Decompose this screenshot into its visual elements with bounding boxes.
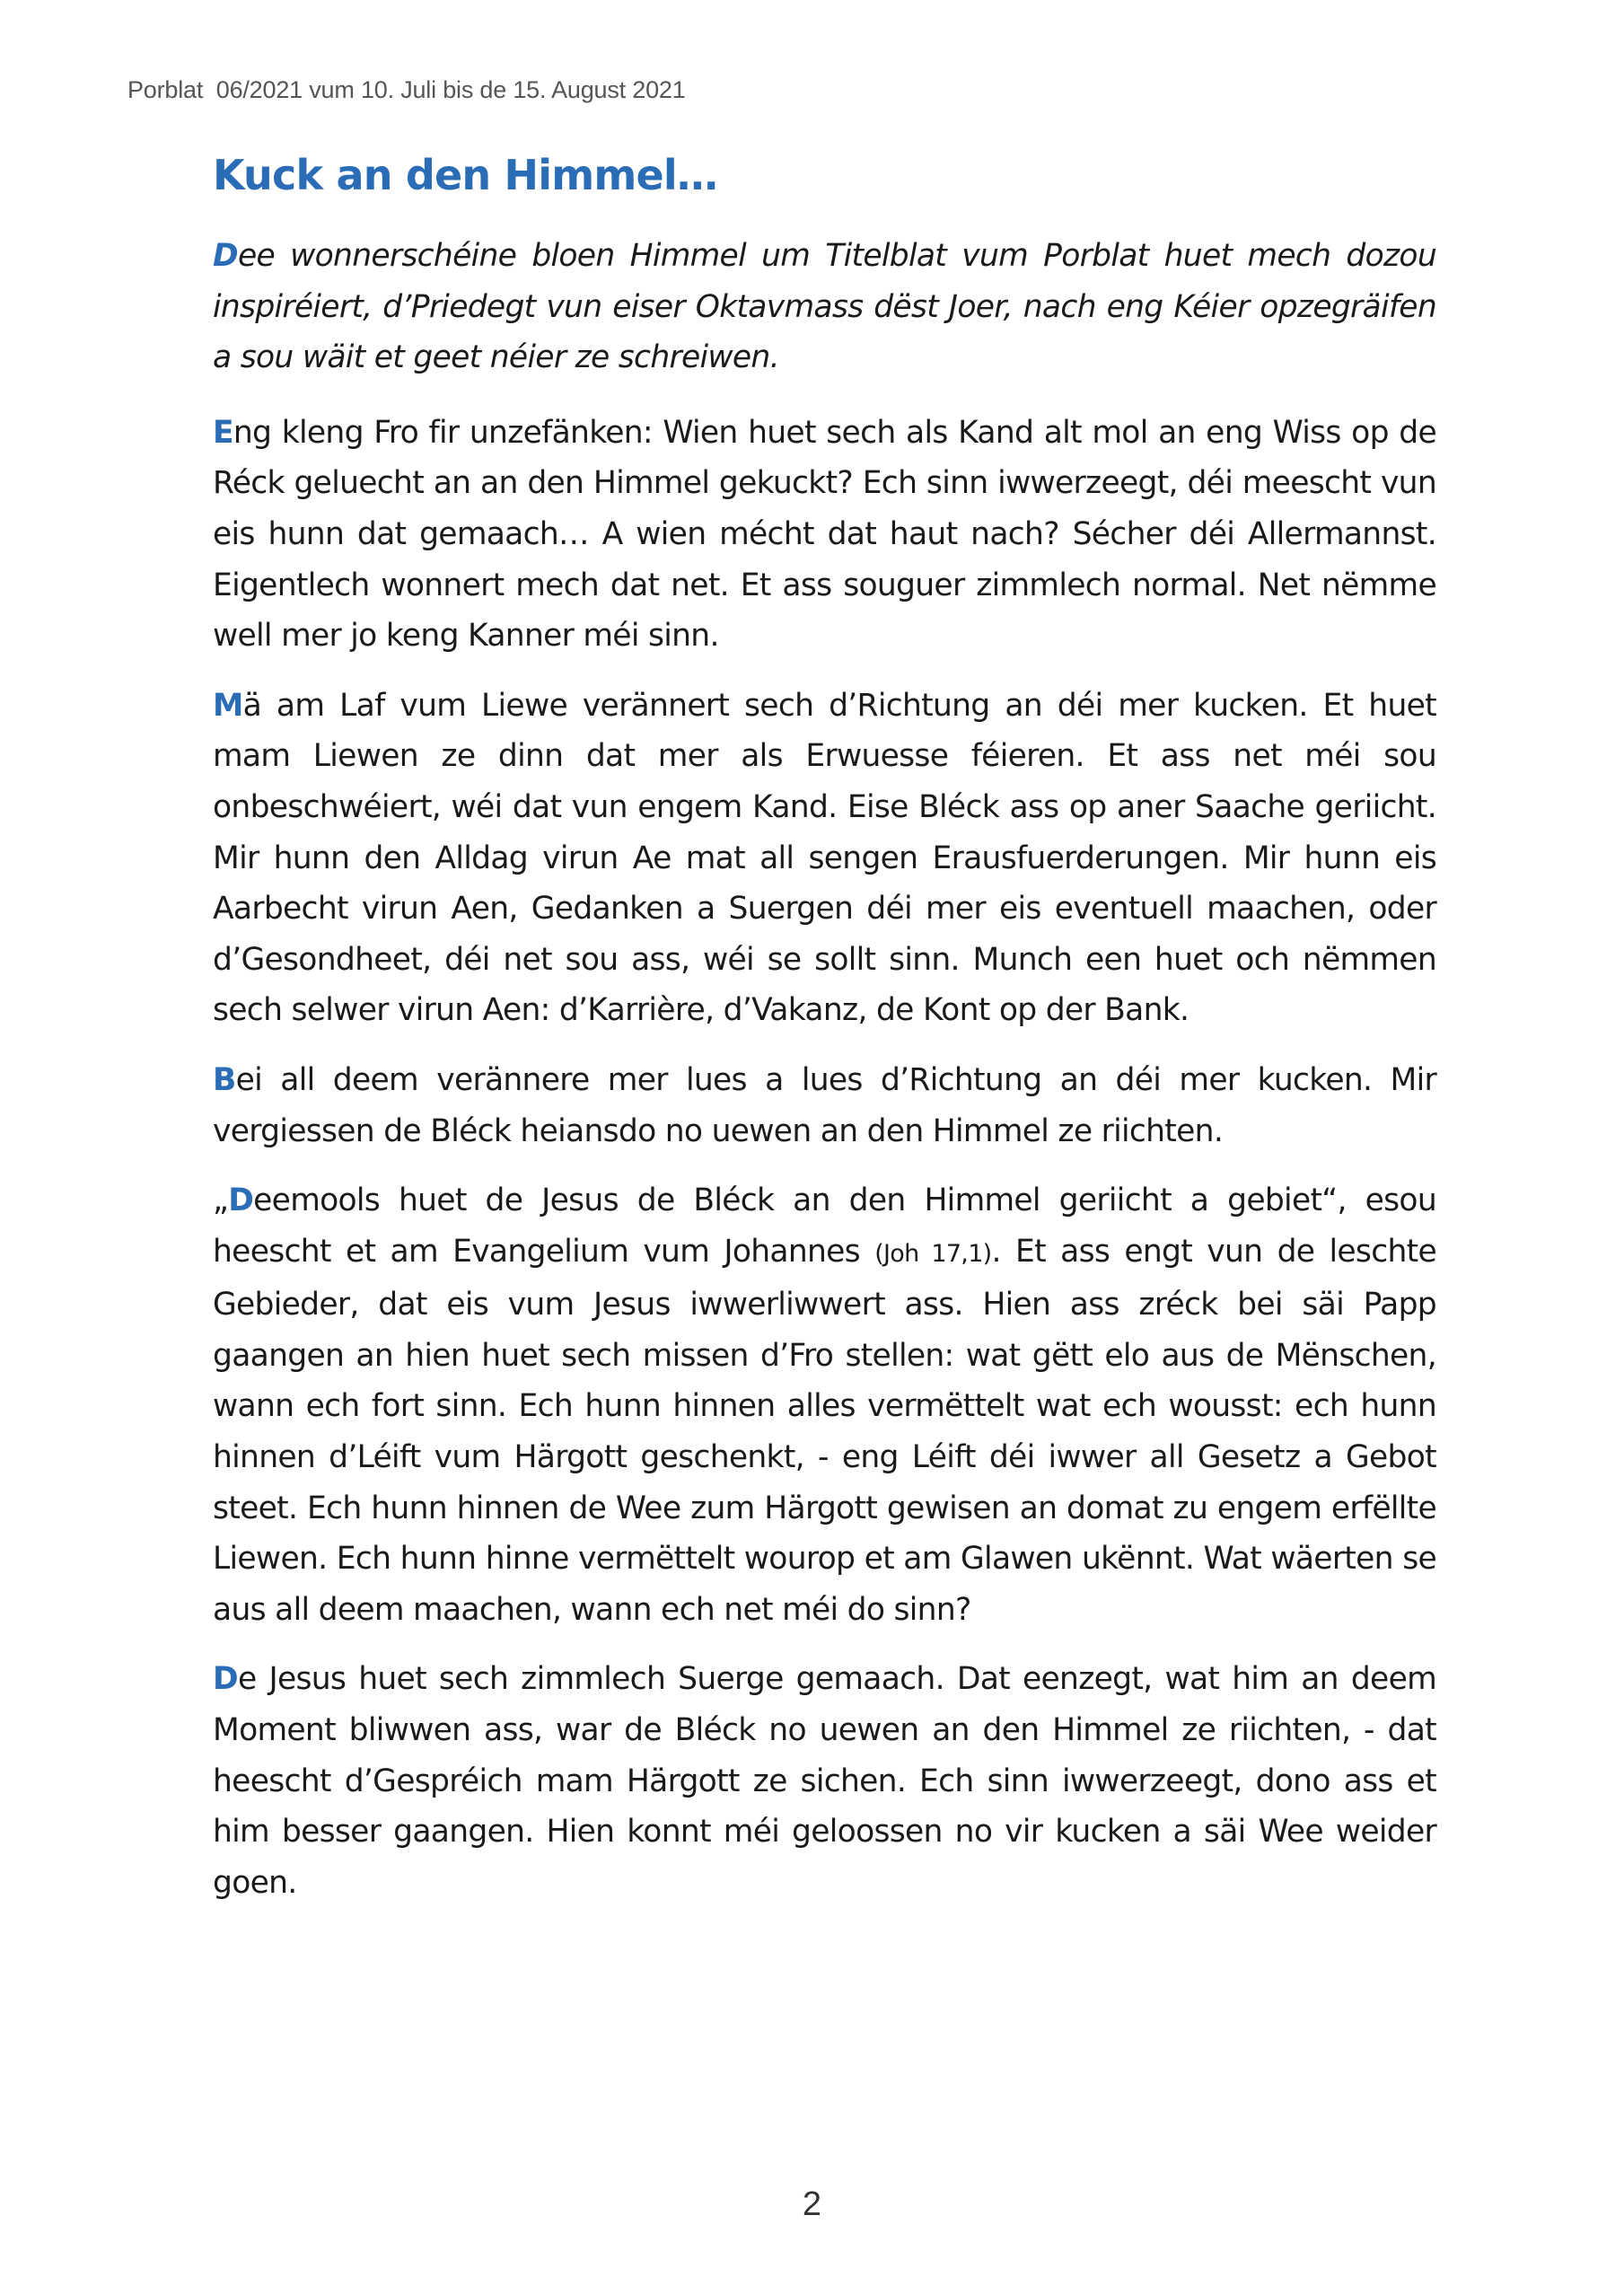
paragraph-initial: M	[213, 687, 243, 724]
article	[213, 151, 1436, 1927]
paragraph-initial: D	[228, 1182, 254, 1219]
paragraph-text-continued: . Et ass engt vun de leschte Gebieder, dat eis vum Jesus iwwerliwwert ass. Hien ass zréck bei säi Papp gaangen an hien huet sech missen d’Fro stellen: wat gëtt elo aus de Mënschen, wann ech fort sinn. Ech hunn hinnen alles vermëttelt wat ech wousst: ech hunn hinnen d’Léift vum Härgott geschenkt, - eng Léift déi iwwer all Gesetz a Gebot steet. Ech hunn hinnen de Wee zum Härgott gewisen an domat zu engem erfëllte Liewen. Ech hunn hinne vermëttelt wourop et am Glawen ukënnt. Wat wäerten se aus all deem maachen, wann ech net méi do sinn?	[213, 1233, 1436, 1628]
paragraph-text: eemools huet de Jesus de Bléck an den Himmel geriicht a gebiet“, esou heescht et am Evangelium vum Johannes	[213, 1182, 1436, 1270]
body-paragraph-4	[213, 1175, 1436, 1635]
paragraph-initial: E	[213, 414, 233, 451]
bible-citation: (Joh 17,1)	[874, 1239, 992, 1268]
intro-paragraph	[213, 231, 1436, 383]
body-paragraph-1	[213, 408, 1436, 662]
paragraph-text: ä am Laf vum Liewe verännert sech d’Richtung an déi mer kucken. Et huet mam Liewen ze dinn dat mer als Erwuesse féieren. Et ass net méi sou onbeschwéiert, wéi dat vun engem Kand. Eise Bléck ass op aner Saache geriicht. Mir hunn den Alldag virun Ae mat all sengen Erausfuerderungen. Mir hunn eis Aarbecht virun Aen, Gedanken a Suergen déi mer eis eventuell maachen, oder d’Gesondheet, déi net sou ass, wéi se sollt sinn. Munch een huet och nëmmen sech selwer virun Aen: d’Karrière, d’Vakanz, de Kont op der Bank.	[213, 687, 1436, 1029]
article-title: Kuck an den Himmel…	[213, 151, 718, 199]
body-paragraph-2	[213, 681, 1436, 1036]
body-paragraph-3	[213, 1055, 1436, 1156]
opening-quote: „	[213, 1182, 229, 1219]
body-paragraph-5	[213, 1654, 1436, 1908]
paragraph-text: ee wonnerschéine bloen Himmel um Titelblat vum Porblat huet mech dozou inspiréiert, d’Priedegt vun eiser Oktavmass dëst Joer, nach eng Kéier opzegräifen a sou wäit et geet néier ze schreiwen.	[213, 238, 1436, 376]
running-header: Porblat 06/2021 vum 10. Juli bis de 15. August 2021	[127, 76, 686, 103]
paragraph-initial: B	[213, 1061, 236, 1098]
paragraph-initial: D	[213, 238, 238, 274]
paragraph-text: e Jesus huet sech zimmlech Suerge gemaach. Dat eenzegt, wat him an deem Moment bliwwen ass, war de Bléck no uewen an den Himmel ze riichten, - dat heescht d’Gespréich mam Härgott ze sichen. Ech sinn iwwerzeegt, dono ass et him besser gaangen. Hien konnt méi geloossen no vir kucken a säi Wee weider goen.	[213, 1661, 1436, 1901]
page-number: 2	[802, 2185, 822, 2223]
paragraph-text: ei all deem verännere mer lues a lues d’Richtung an déi mer kucken. Mir vergiessen de Bléck heiansdo no uewen an den Himmel ze riichten.	[213, 1061, 1436, 1149]
paragraph-text: ng kleng Fro fir unzefänken: Wien huet sech als Kand alt mol an eng Wiss op de Réck geluecht an an den Himmel gekuckt? Ech sinn iwwerzeegt, déi meescht vun eis hunn dat gemaach… A wien mécht dat haut nach? Sécher déi Allermannst. Eigentlech wonnert mech dat net. Et ass souguer zimmlech normal. Net nëmme well mer jo keng Kanner méi sinn.	[213, 414, 1436, 655]
paragraph-initial: D	[213, 1661, 238, 1698]
